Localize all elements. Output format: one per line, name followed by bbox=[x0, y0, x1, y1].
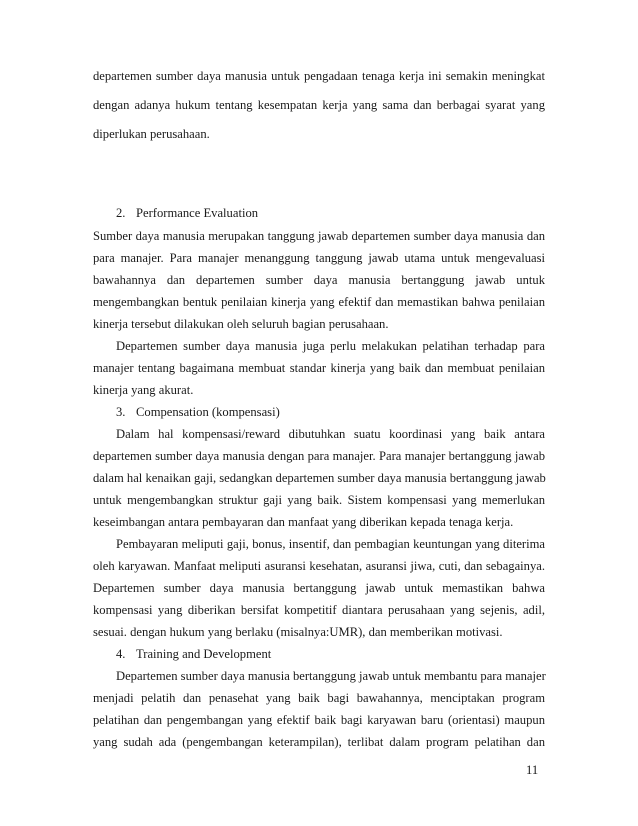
s3-p2-line-3: Departemen sumber daya manusia bertanggung jawab untuk memastikan bahwa bbox=[93, 581, 545, 595]
intro-line-2: dengan adanya hukum tentang kesempatan kerja yang sama dan berbagai syarat yang bbox=[93, 98, 545, 112]
section-2-title: Performance Evaluation bbox=[136, 206, 259, 220]
intro-line-1: departemen sumber daya manusia untuk pengadaan tenaga kerja ini semakin meningkat bbox=[93, 69, 545, 83]
s4-p1-line-2: menjadi pelatih dan penasehat yang baik bagi bawahannya, menciptakan program bbox=[93, 691, 545, 705]
s2-p2-line-1: Departemen sumber daya manusia juga perlu melakukan pelatihan terhadap para bbox=[116, 339, 545, 353]
page-number: 11 bbox=[526, 763, 539, 777]
section-4-title: Training and Development bbox=[136, 647, 272, 661]
section-2-heading bbox=[116, 205, 258, 221]
section-3-heading bbox=[116, 404, 280, 420]
s3-p2-line-2: oleh karyawan. Manfaat meliputi asuransi kesehatan, asuransi jiwa, cuti, dan sebagainya. bbox=[93, 559, 545, 573]
section-3-title: Compensation (kompensasi) bbox=[136, 405, 280, 419]
s2-p1-line-5: kinerja tersebut dilakukan oleh seluruh bagian perusahaan. bbox=[93, 317, 389, 331]
s4-p1-line-4: yang sudah ada (pengembangan keterampilan), terlibat dalam program pelatihan dan bbox=[93, 735, 545, 749]
s3-p1-line-4: untuk mengembangkan struktur gaji yang baik. Sistem kompensasi yang memerlukan bbox=[93, 493, 545, 507]
s4-p1-line-3: pelatihan dan pengembangan yang efektif baik bagi karyawan baru (orientasi) maupun bbox=[93, 713, 545, 727]
s3-p1-line-5: keseimbangan antara pembayaran dan manfaat yang diberikan kepada tenaga kerja. bbox=[93, 515, 514, 529]
section-3-number: 3. bbox=[116, 405, 126, 419]
s3-p1-line-3: dalam hal kenaikan gaji, sedangkan departemen sumber daya manusia bertanggung jawab bbox=[93, 471, 546, 485]
s2-p2-line-2: manajer tentang bagaimana membuat standar kinerja yang baik dan membuat penilaian bbox=[93, 361, 545, 375]
intro-line-3: diperlukan perusahaan. bbox=[93, 127, 210, 141]
s3-p2-line-1: Pembayaran meliputi gaji, bonus, insentif, dan pembagian keuntungan yang diterima bbox=[116, 537, 545, 551]
s3-p1-line-2: departemen sumber daya manusia dengan para manajer. Para manajer bertanggung jawab bbox=[93, 449, 545, 463]
s3-p1-line-1: Dalam hal kompensasi/reward dibutuhkan suatu koordinasi yang baik antara bbox=[116, 427, 545, 441]
s2-p1-line-3: bawahannya dan departemen sumber daya manusia bertanggung jawab untuk bbox=[93, 273, 545, 287]
s2-p1-line-4: mengembangkan bentuk penilaian kinerja yang efektif dan memastikan bahwa penilaian bbox=[93, 295, 545, 309]
s4-p1-line-1: Departemen sumber daya manusia bertanggung jawab untuk membantu para manajer bbox=[116, 669, 546, 683]
s2-p1-line-2: para manajer. Para manajer menanggung tanggung jawab utama untuk mengevaluasi bbox=[93, 251, 545, 265]
section-4-heading bbox=[116, 646, 271, 662]
s2-p2-line-3: kinerja yang akurat. bbox=[93, 383, 194, 397]
s3-p2-line-5: sesuai. dengan hukum yang berlaku (misalnya:UMR), dan memberikan motivasi. bbox=[93, 625, 503, 639]
section-4-number: 4. bbox=[116, 647, 126, 661]
section-2-number: 2. bbox=[116, 206, 126, 220]
s2-p1-line-1: Sumber daya manusia merupakan tanggung jawab departemen sumber daya manusia dan bbox=[93, 229, 545, 243]
s3-p2-line-4: kompensasi yang diberikan bersifat kompetitif diantara perusahaan yang sejenis, adil, bbox=[93, 603, 545, 617]
